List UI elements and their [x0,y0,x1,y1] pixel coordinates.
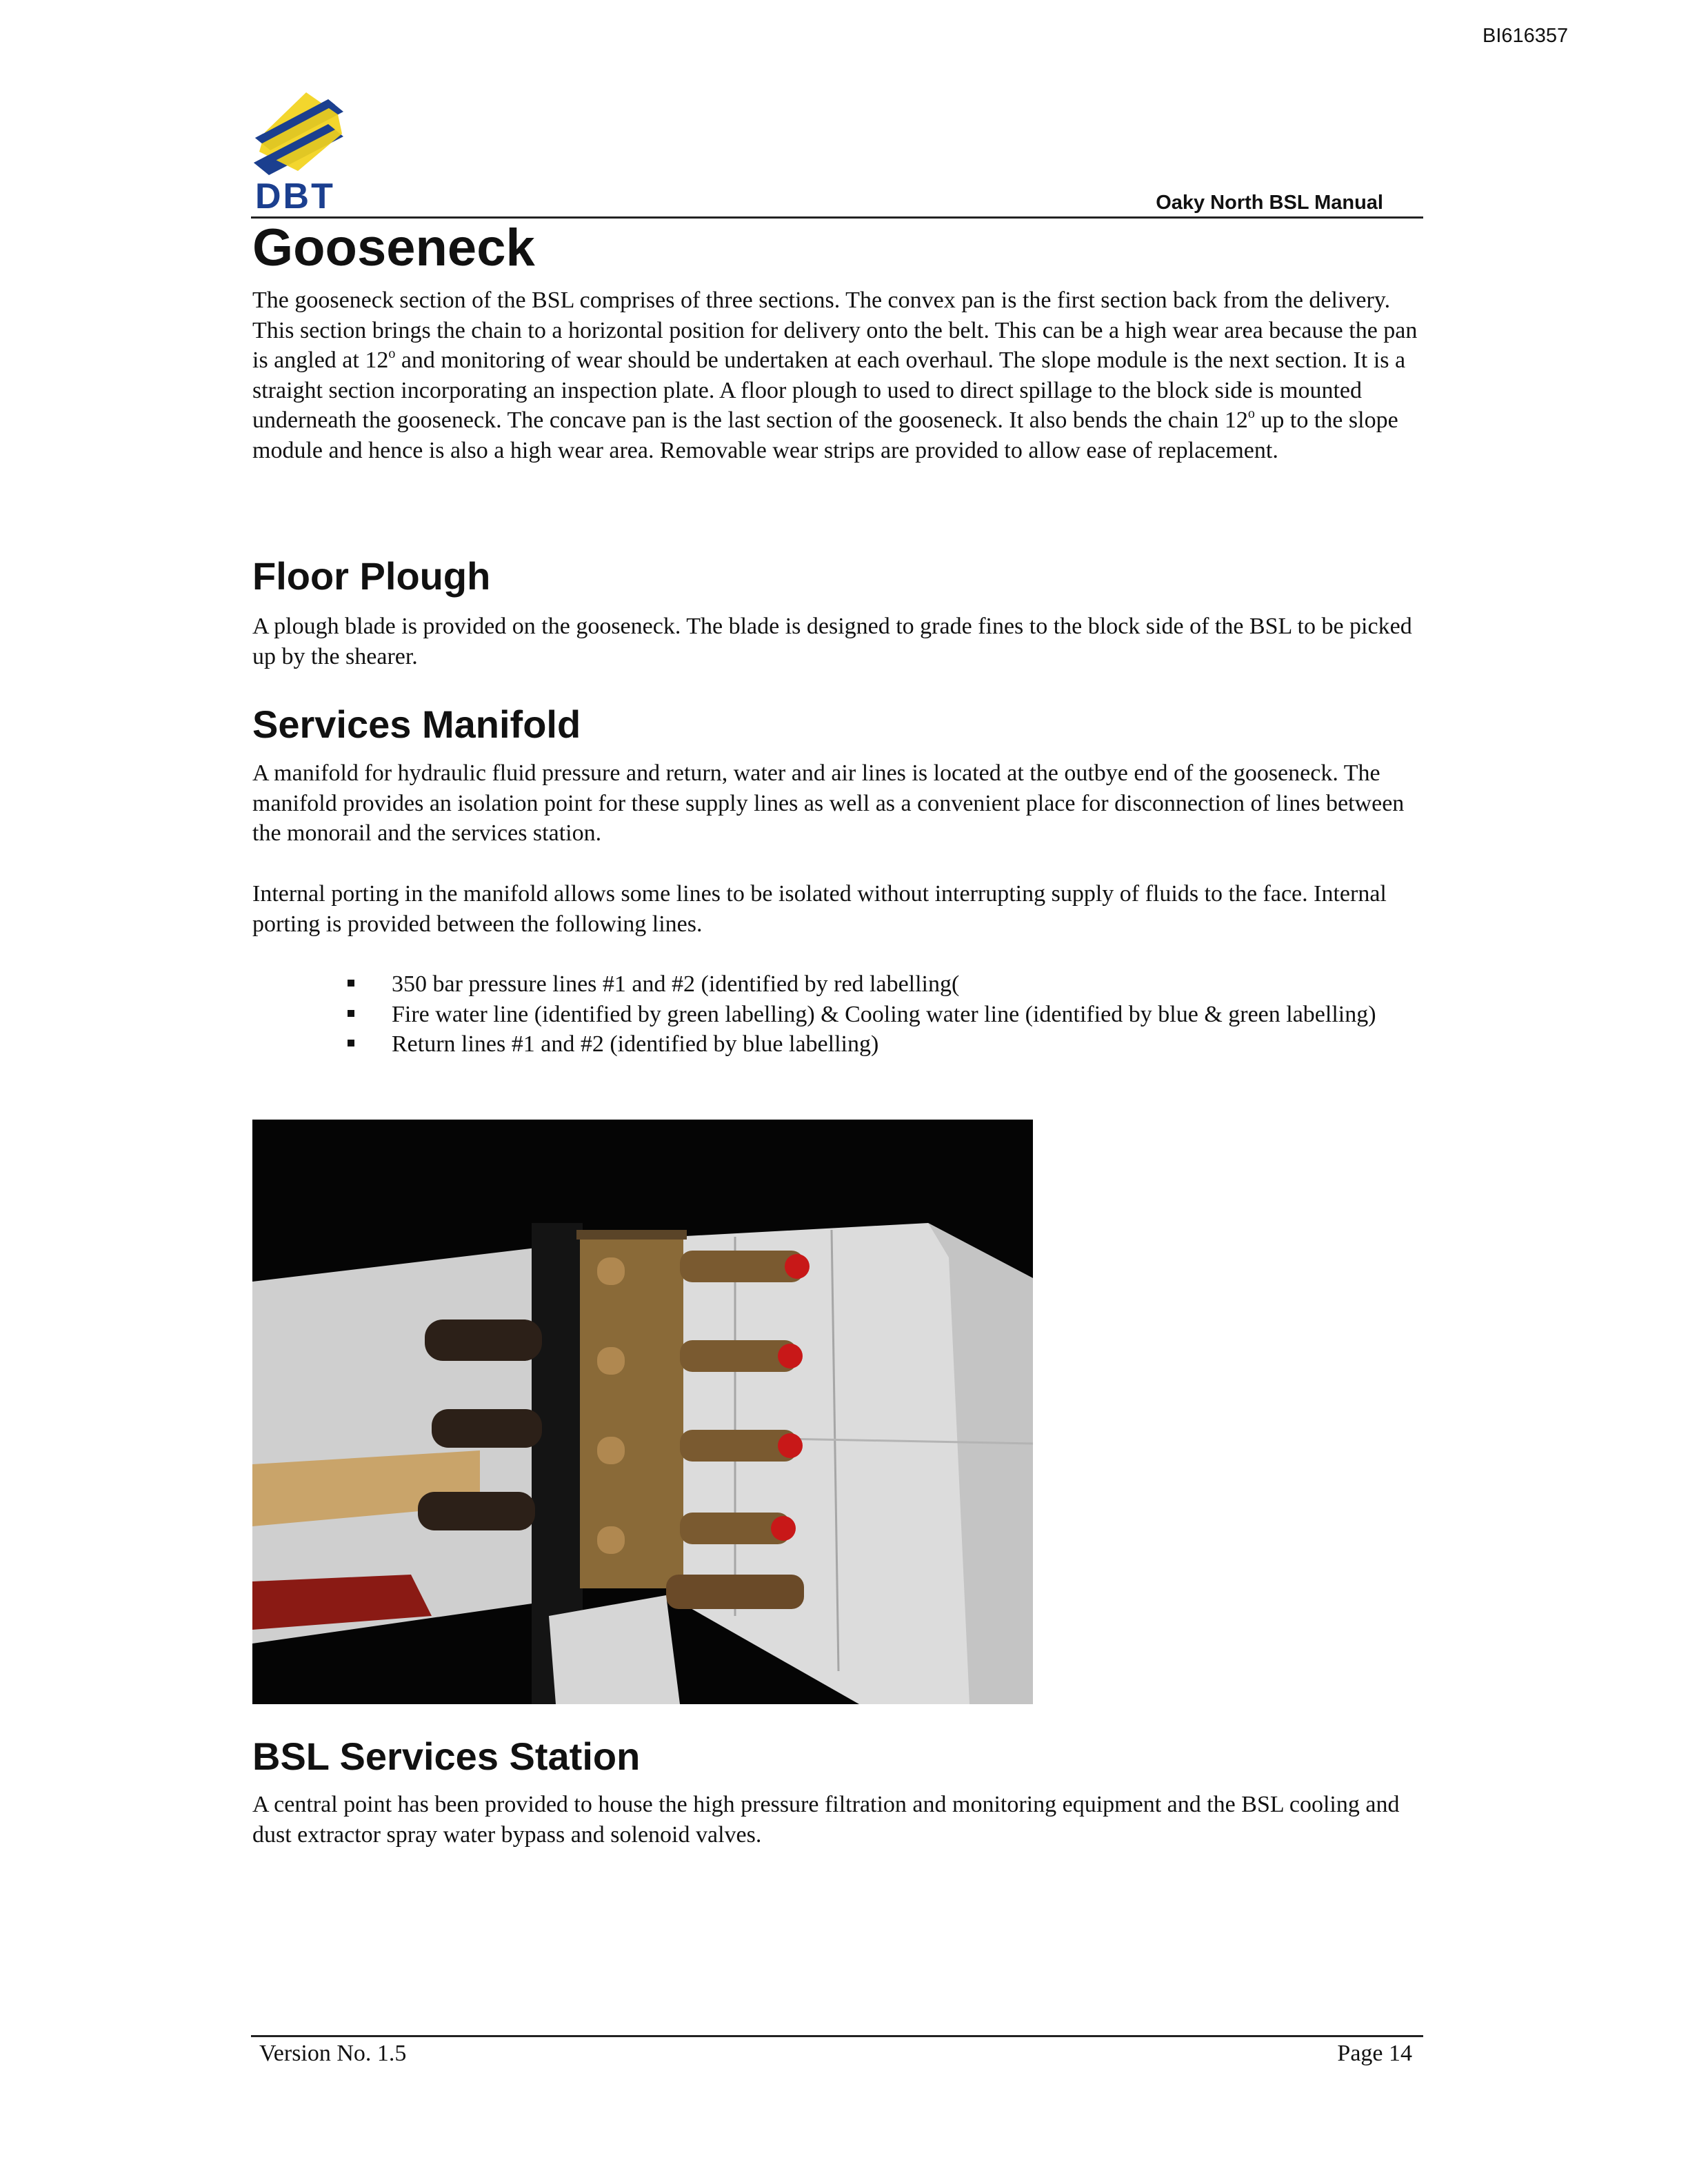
list-item: Return lines #1 and #2 (identified by blue labelling) [342,1029,1418,1060]
paragraph-services-manifold-2 [252,879,1425,939]
manifold-photo [252,1120,1033,1704]
page-number: Page 14 [1337,2041,1412,2066]
gooseneck-text-1: The gooseneck section of the BSL comprises of three sections. The convex pan is the first section back from the delivery. This section brings the chain to a horizontal position for delivery onto the belt. This can be a high wear area because the pan is angled at 12 [252,287,1418,374]
degree-mark: o [388,346,396,362]
list-item: Fire water line (identified by green labelling) & Cooling water line (identified by blue & green labelling) [342,1000,1418,1030]
bsl-services-station-text: A central point has been provided to house the high pressure filtration and monitoring equipment and the BSL cooling and dust extractor spray water bypass and solenoid valves. [252,1792,1400,1848]
section-title-gooseneck: Gooseneck [252,219,535,277]
paragraph-bsl-services-station [252,1790,1425,1850]
services-manifold-text-2: Internal porting in the manifold allows some lines to be isolated without interrupting supply of fluids to the face. Internal porting is provided between the following lines. [252,881,1387,937]
list-item: 350 bar pressure lines #1 and #2 (identified by red labelling( [342,969,1418,1000]
document-id: BI616357 [1483,25,1569,47]
degree-mark: o [1247,406,1255,422]
logo-text: DBT [255,176,335,212]
paragraph-floor-plough [252,611,1425,671]
manual-title: Oaky North BSL Manual [1156,192,1383,214]
services-manifold-text-1: A manifold for hydraulic fluid pressure and return, water and air lines is located at the outbye end of the gooseneck. The manifold provides an isolation point for these supply lines as well as a convenient place for disconnection of lines between the monorail and the services station. [252,760,1405,847]
dbt-logo [251,88,348,212]
porting-lines-list [342,969,1418,1060]
gooseneck-text-2: and monitoring of wear should be undertaken at each overhaul. The slope module is the next section. It is a straight section incorporating an inspection plate. A floor plough to used to direct spillage to the block side is mounted underneath the gooseneck. The concave pan is the last section of the gooseneck. It also bends the chain 12 [252,347,1406,434]
section-title-bsl-services-station: BSL Services Station [252,1735,641,1778]
section-title-floor-plough: Floor Plough [252,554,491,598]
footer-rule [251,2035,1423,2037]
gooseneck-text-3: up to the slope module and hence is also a high wear area. Removable wear strips are provided to allow ease of replacement. [252,407,1398,463]
version-number: Version No. 1.5 [259,2041,407,2066]
section-title-services-manifold: Services Manifold [252,702,581,746]
paragraph-gooseneck [252,285,1425,466]
floor-plough-text: A plough blade is provided on the gooseneck. The blade is designed to grade fines to the block side of the BSL to be picked up by the shearer. [252,614,1412,669]
paragraph-services-manifold-1 [252,758,1425,849]
